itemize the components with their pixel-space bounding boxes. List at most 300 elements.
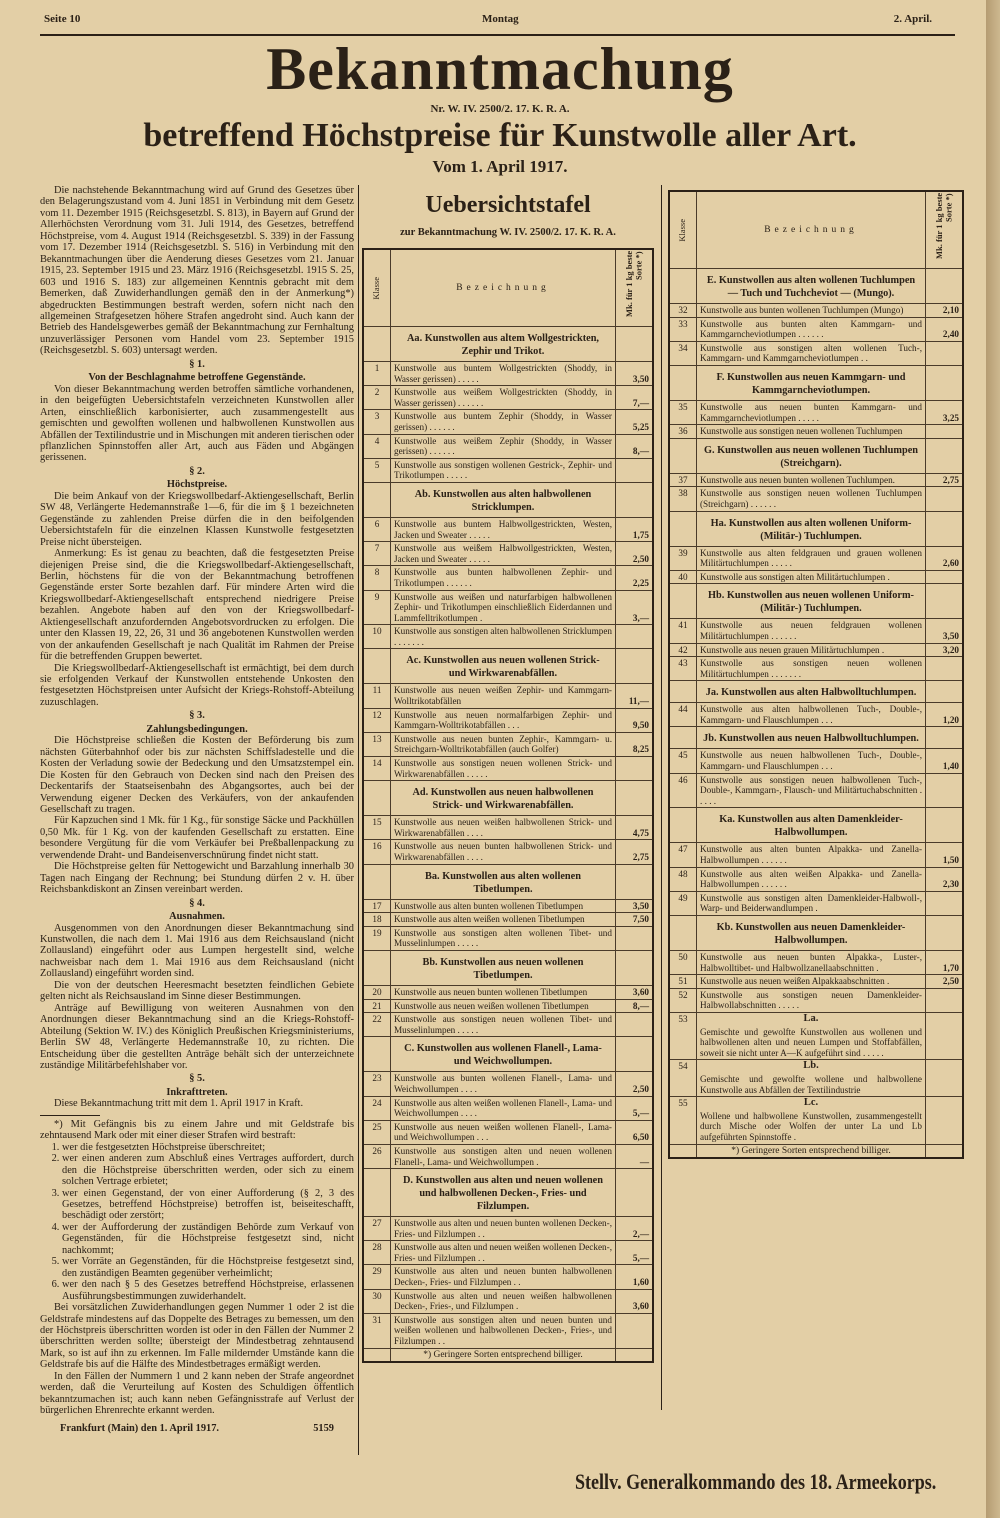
description: Kunstwolle aus weißem Wollgestrickten (Shoddy, in Wasser gerissen) . . . . . .	[394, 387, 612, 408]
class-number: 30	[363, 1289, 391, 1313]
empty-cell	[926, 365, 964, 400]
description: Kunstwolle aus alten weißen wollenen Flanell-, Lama- und Weichwollumpen . . . .	[394, 1097, 612, 1119]
class-number: 45	[669, 749, 697, 773]
description-cell	[391, 517, 616, 541]
description-cell	[697, 988, 926, 1012]
description-cell	[697, 425, 926, 439]
price: 9,50	[616, 708, 654, 732]
section-4-number: § 4.	[189, 897, 205, 909]
table-row	[363, 1096, 653, 1120]
empty-cell	[926, 269, 964, 304]
class-number: 32	[669, 304, 697, 318]
empty-cell	[926, 584, 964, 619]
description-cell	[391, 1241, 616, 1265]
price-table-classes-32-55	[668, 190, 964, 1159]
paragraph: Für Kapzuchen sind 1 Mk. für 1 Kg., für sonstige Säcke und Packhüllen 0,50 Mk. für 1 Kg. von der kaufenden Gesellschaft zu erstatten. Eine besondere Vergütung für die vom Verkäufer bei Preßballenpackung zu verwendende Draht- und Bandeisenverschnürung findet nicht statt.	[40, 815, 354, 861]
description: Kunstwolle aus neuen bunten Alpakka-, Luster-, Halbwolltibet- und Halbwollzanellaabschnitten .	[700, 952, 922, 973]
class-number: 26	[363, 1144, 391, 1168]
description: Kunstwolle aus alten und neuen weißen wollenen Decken-, Fries- und Filzlumpen . .	[394, 1242, 612, 1263]
section-heading: Bb. Kunstwollen aus neuen wollenen Tibetlumpen.	[391, 950, 616, 985]
header-bezeichnung: Bezeichnung	[456, 282, 550, 293]
description: Kunstwolle aus alten bunten wollenen Tibetlumpen	[394, 900, 584, 911]
class-number: 8	[363, 566, 391, 590]
description: Kunstwolle aus weißen und naturfarbigen halbwollenen Zephir- und Trikotlumpen einschließlich Eiderdannen und Lammfelltrikotlumpen .	[394, 591, 612, 623]
description: Kunstwolle aus sonstigen alten Damenkleider-Halbwoll-, Warp- und Beiderwandlumpen .	[700, 892, 922, 914]
description: Wollene und halbwollene Kunstwollen, zusammengestellt durch Mische oder Wolfen der unter La und Lb aufgeführten Spinnstoffe .	[700, 1110, 922, 1142]
announcement-date: Vom 1. April 1917.	[432, 157, 568, 176]
class-number: 19	[363, 926, 391, 950]
empty-cell	[669, 808, 697, 843]
description: Kunstwolle aus buntem Zephir (Shoddy, in Wasser gerissen) . . . . . .	[394, 411, 612, 432]
price	[926, 425, 964, 439]
description: Gemischte und gewolfte Kunstwollen aus wollenen und halbwollenen alten und neuen Lumpen und Stoffabfällen, soweit sie nicht unter A—K aufgeführt sind . . . . .	[700, 1026, 922, 1058]
description-cell	[697, 703, 926, 727]
description-cell	[391, 1013, 616, 1037]
section-heading: Ha. Kunstwollen aus alten wollenen Uniform- (Militär-) Tuchlumpen.	[697, 511, 926, 546]
description-cell	[391, 1265, 616, 1289]
price: 2,75	[616, 840, 654, 864]
description: Gemischte und gewolfte wollene und halbwollene Kunstwolle aus Abfällen der Textilindustrie	[700, 1073, 922, 1095]
running-head	[42, 8, 932, 34]
description-cell	[391, 1313, 616, 1348]
class-number: 6	[363, 517, 391, 541]
paragraph: Bei vorsätzlichen Zuwiderhandlungen gegen Nummer 1 oder 2 ist die Geldstrafe mindestens auf das Doppelte des Betrages zu bemessen, um den der Höchstpreis überschritten worden ist oder in den Fällen der Nummer 2 überschritten werden sollte; übersteigt der Mindestbetrag zehntausend Mark, so ist auf ihn zu erkennen. Im Falle mildernder Umstände kann die Geldstrafe bis auf die Hälfte des Mindestbetrages ermäßigt werden.	[40, 1302, 354, 1371]
section-3-number: § 3.	[189, 710, 205, 722]
group-heading: Lc.	[803, 1097, 819, 1109]
description: Kunstwolle aus neuen bunten wollenen Tibetlumpen	[394, 986, 588, 997]
description: Kunstwolle aus neuen feldgrauen wollenen Militärtuchlumpen . . . . . .	[700, 620, 922, 641]
description-cell	[697, 1012, 926, 1059]
table-row	[669, 988, 963, 1012]
class-number: 10	[363, 625, 391, 649]
section-row	[363, 482, 653, 517]
price	[926, 487, 964, 511]
section-row	[669, 808, 963, 843]
description: Kunstwolle aus sonstigen neuen wollenen Tibet- und Musselinlumpen . . . . .	[394, 1014, 612, 1035]
header-bezeichnung-cell	[391, 249, 616, 327]
reference-code: 5159	[313, 1422, 334, 1434]
description-cell	[391, 840, 616, 864]
description-cell	[391, 985, 616, 999]
price	[926, 773, 964, 808]
adjacent-page-edge	[986, 0, 1000, 1518]
section-row	[669, 511, 963, 546]
description-cell	[391, 625, 616, 649]
table-row	[363, 590, 653, 625]
description-cell	[391, 542, 616, 566]
empty-cell	[363, 1169, 391, 1217]
table-row	[363, 362, 653, 386]
price: 3,50	[926, 619, 964, 643]
price	[926, 570, 964, 584]
table-row	[363, 625, 653, 649]
empty-cell	[669, 511, 697, 546]
class-number: 4	[363, 434, 391, 458]
table-row	[669, 1060, 963, 1097]
price	[616, 926, 654, 950]
description: Kunstwolle aus alten und neuen bunten wollenen Decken-, Fries- und Filzlumpen . .	[394, 1218, 612, 1239]
description: Kunstwolle aus buntem Wollgestrickten (Shoddy, in Wasser gerissen) . . . . .	[394, 363, 612, 384]
table-row	[363, 458, 653, 482]
class-number: 13	[363, 732, 391, 756]
class-number: 31	[363, 1313, 391, 1348]
class-number: 52	[669, 988, 697, 1012]
section-row	[363, 864, 653, 899]
table-row	[669, 400, 963, 424]
table-row	[669, 619, 963, 643]
table-header-row	[363, 249, 653, 327]
section-heading: Ba. Kunstwollen aus alten wollenen Tibetlumpen.	[391, 864, 616, 899]
class-number: 54	[669, 1060, 697, 1097]
empty-cell	[616, 649, 654, 684]
footnote-intro: *) Mit Gefängnis bis zu einem Jahre und mit Geldstrafe bis zehntausend Mark oder mit einer dieser Strafen wird bestraft:	[40, 1118, 354, 1142]
class-number: 53	[669, 1012, 697, 1059]
price: 3,20	[926, 643, 964, 657]
table-row	[363, 386, 653, 410]
description-cell	[391, 999, 616, 1013]
class-number: 16	[363, 840, 391, 864]
empty-cell	[363, 950, 391, 985]
description: Kunstwolle aus neuen normalfarbigen Zephir- und Kammgarn-Wolltrikotabfällen . . .	[394, 709, 612, 731]
description-cell	[697, 341, 926, 365]
empty-cell	[669, 1144, 697, 1158]
header-klasse: Klasse	[371, 276, 382, 300]
empty-cell	[669, 727, 697, 749]
section-4-title: Ausnahmen.	[169, 911, 225, 923]
section-row	[669, 269, 963, 304]
price: 3,50	[616, 362, 654, 386]
description: Kunstwolle aus sonstigen alten und neuen bunten und weißen wollenen und halbwollenen Decken-, Fries-, und Filzlumpen . .	[394, 1314, 612, 1347]
table-footnote: *) Geringere Sorten entsprechend billiger.	[697, 1144, 926, 1158]
empty-cell	[363, 327, 391, 362]
description: Kunstwolle aus sonstigen alten wollenen Tuch-, Kammgarn- und Kammgarncheviotlumpen . .	[700, 342, 922, 364]
section-heading: Aa. Kunstwollen aus altem Wollgestrickten, Zephir und Trikot.	[391, 327, 616, 362]
price: 3,60	[616, 985, 654, 999]
table-footnote-row	[363, 1348, 653, 1362]
empty-cell	[363, 864, 391, 899]
description-cell	[391, 386, 616, 410]
paragraph: Die beim Ankauf von der Kriegswollbedarf-Aktiengesellschaft, Berlin SW 48, Verlängerte Hedemannstraße 1—6, für die im § 1 bezeichneten Gegenstände zu zahlenden Preise dürfen die in den beifolgenden Uebersichtstafeln für die einzelnen Klassen Kunstwolle festgesetzten Preise nicht übersteigen.	[40, 490, 354, 548]
price-table-classes-1-31	[362, 248, 654, 1363]
table-row	[363, 840, 653, 864]
class-number: 47	[669, 843, 697, 867]
description-cell	[391, 1072, 616, 1096]
table-footnote-row	[669, 1144, 963, 1158]
table-row	[363, 517, 653, 541]
description-cell	[391, 732, 616, 756]
table-row	[363, 434, 653, 458]
description: Kunstwolle aus neuen bunten Zephir-, Kammgarn- u. Streichgarn-Wolltrikotabfällen (auch Golfer)	[394, 733, 612, 755]
empty-cell	[616, 864, 654, 899]
page-title: Bekanntmachung	[266, 36, 734, 102]
section-5-title: Inkrafttreten.	[166, 1086, 228, 1098]
price	[616, 625, 654, 649]
class-number: 29	[363, 1265, 391, 1289]
section-heading: D. Kunstwollen aus alten und neuen wollenen und halbwollenen Decken-, Fries- und Filzlumpen.	[391, 1169, 616, 1217]
paragraph: Die von der deutschen Heeresmacht besetzten feindlichen Gebiete gelten nicht als Reichsausland im Sinne dieser Bestimmungen.	[40, 979, 354, 1003]
table-row	[669, 473, 963, 487]
price: —	[616, 1144, 654, 1168]
class-number: 41	[669, 619, 697, 643]
description: Kunstwolle aus neuen bunten halbwollenen Strick- und Wirkwarenabfällen . . . .	[394, 841, 612, 862]
table-row	[669, 867, 963, 891]
description: Kunstwolle aus neuen weißen Alpakkaabschnitten .	[700, 976, 890, 987]
empty-cell	[669, 269, 697, 304]
table-row	[669, 317, 963, 341]
table-row	[363, 1289, 653, 1313]
price: 1,20	[926, 703, 964, 727]
table-row	[363, 1217, 653, 1241]
header-bezeichnung-cell	[697, 191, 926, 269]
class-number: 34	[669, 341, 697, 365]
section-row	[363, 327, 653, 362]
description: Kunstwolle aus sonstigen neuen Damenkleider-Halbwollabschnitten . . . . .	[700, 989, 922, 1011]
empty-cell	[363, 1348, 391, 1362]
table-row	[669, 341, 963, 365]
table-row	[363, 1265, 653, 1289]
description: Kunstwolle aus neuen weißen Zephir- und Kammgarn-Wolltrikotabfällen	[394, 685, 612, 707]
price	[616, 1013, 654, 1037]
empty-cell	[669, 916, 697, 951]
description: Kunstwolle aus alten feldgrauen und grauen wollenen Militärtuchlumpen . . . . .	[700, 547, 922, 569]
table-row	[669, 773, 963, 808]
section-heading: Ab. Kunstwollen aus alten halbwollenen Stricklumpen.	[391, 482, 616, 517]
price: 4,75	[616, 816, 654, 840]
table-row	[363, 708, 653, 732]
price: 2,10	[926, 304, 964, 318]
description-cell	[697, 975, 926, 989]
column-divider	[358, 185, 359, 1455]
price: 1,75	[616, 517, 654, 541]
description-cell	[697, 546, 926, 570]
section-3-title: Zahlungsbedingungen.	[146, 723, 248, 735]
description-cell	[697, 570, 926, 584]
table-row	[669, 843, 963, 867]
price	[926, 1012, 964, 1059]
description: Kunstwolle aus sonstigen neuen wollenen Tuchlumpen	[700, 426, 903, 437]
class-number: 7	[363, 542, 391, 566]
paragraph: Anträge auf Bewilligung von weiteren Ausnahmen von den Anordnungen dieser Bekanntmachung sind an die Kriegs-Rohstoff-Abteilung (Sektion W. IV.) des Königlich Preußischen Kriegsministeriums, Berlin SW 48, Verlängerte Hedemannstraße 10, zu richten. Die Entscheidung über die gestellten Anträge behält sich der unterzeichnete zuständige Militärbefehlshaber vor.	[40, 1002, 354, 1071]
table-row	[363, 410, 653, 434]
paragraph: Die Höchstpreise gelten für Nettogewicht und Barzahlung innerhalb 30 Tagen nach Eingang der Rechnung; bei Stundung dürfen 2 v. H. über Reichsbankdiskont an Zinsen vereinbart werden.	[40, 861, 354, 896]
header-price: Mk. für 1 kg beste Sorte *)	[623, 251, 643, 318]
class-number: 46	[669, 773, 697, 808]
description: Kunstwolle aus alten weißen Alpakka- und Zanella-Halbwollumpen . . . . . .	[700, 868, 922, 890]
section-1-title: Von der Beschlagnahme betroffene Gegenstände.	[88, 372, 306, 384]
description: Kunstwolle aus sonstigen alten Militärtuchlumpen .	[700, 571, 890, 582]
issue-date: 2. April.	[893, 13, 932, 25]
section-row	[363, 1169, 653, 1217]
price: 6,50	[616, 1120, 654, 1144]
description-cell	[391, 410, 616, 434]
section-row	[669, 681, 963, 703]
description-cell	[697, 317, 926, 341]
empty-cell	[926, 916, 964, 951]
class-number: 9	[363, 590, 391, 625]
table-row	[669, 703, 963, 727]
description-cell	[391, 590, 616, 625]
price	[926, 341, 964, 365]
description-cell	[697, 619, 926, 643]
table-row	[363, 816, 653, 840]
price: 7,50	[616, 913, 654, 927]
price: 8,—	[616, 434, 654, 458]
description-cell	[391, 926, 616, 950]
description: Kunstwolle aus alten und neuen weißen halbwollenen Decken-, Fries-, und Filzlumpen .	[394, 1290, 612, 1312]
section-heading: Ad. Kunstwollen aus neuen halbwollenen Strick- und Wirkwarenabfällen.	[391, 781, 616, 816]
table-footnote: *) Geringere Sorten entsprechend billiger.	[391, 1348, 616, 1362]
table-row	[363, 566, 653, 590]
price: 5,—	[616, 1241, 654, 1265]
table-row	[669, 487, 963, 511]
list-item: 3. wer einen Gegenstand, der von einer Aufforderung (§ 2, 3 des Gesetzes, betreffend Höchstpreise) betroffen ist, beiseiteschafft, beschädigt oder zerstört;	[62, 1188, 354, 1222]
description: Kunstwolle aus sonstigen alten und neuen wollenen Flanell-, Lama- und Weichwollumpen .	[394, 1145, 612, 1167]
empty-cell	[616, 1037, 654, 1072]
price: 7,—	[616, 386, 654, 410]
description: Kunstwolle aus sonstigen neuen wollenen Tuchlumpen (Streichgarn) . . . . . .	[700, 488, 922, 509]
header-price-cell	[616, 249, 654, 327]
table-row	[363, 1120, 653, 1144]
description: Kunstwolle aus neuen weißen wollenen Tibetlumpen	[394, 1000, 589, 1011]
section-heading: Kb. Kunstwollen aus neuen Damenkleider-Halbwollumpen.	[697, 916, 926, 951]
price: 2,50	[616, 1072, 654, 1096]
paragraph: Die Höchstpreise schließen die Kosten der Beförderung bis zum nächsten Güterbahnhof oder bis zur nächsten Schiffsladestelle und die Kosten der Verladung sowie der Bedeckung und den Umsatzstempel ein. Die Kosten für den Gebrauch von Decken sind nach den Preisen des Deckentarifs der Staatseisenbahn des Abgangsortes, auch bei der Verwendung eigener Decken des Verkäufers, von der ankaufenden Gesellschaft zu tragen.	[40, 735, 354, 816]
class-number: 33	[669, 317, 697, 341]
description: Kunstwolle aus bunten wollenen Tuchlumpen (Mungo)	[700, 305, 904, 315]
description-cell	[391, 1289, 616, 1313]
description: Kunstwolle aus sonstigen wollenen Gestrick-, Zephir- und Trikotlumpen . . . . .	[394, 459, 612, 481]
class-number: 3	[363, 410, 391, 434]
price: 2,60	[926, 546, 964, 570]
price	[926, 988, 964, 1012]
table-row	[363, 926, 653, 950]
section-heading: Ja. Kunstwollen aus alten Halbwolltuchlumpen.	[697, 681, 926, 703]
class-number: 43	[669, 657, 697, 681]
description-cell	[391, 1144, 616, 1168]
empty-cell	[926, 511, 964, 546]
price: 8,—	[616, 999, 654, 1013]
price	[616, 757, 654, 781]
intro-paragraph: Die nachstehende Bekanntmachung wird auf Grund des Gesetzes über den Belagerungszustand vom 4. Juni 1851 in Verbindung mit dem Gesetz vom 11. Dezember 1915 (Reichsgesetzbl. S. 813), in Bayern auf Grund der Allerhöchsten Verordnung vom 31. Juli 1914, des Gesetzes, betreffend Höchstpreise, vom 4. August 1914 (Reichsgesetzbl. S. 339) in der Fassung vom 17. Dezember 1914 (Reichsgesetzbl. S. 516) in Verbindung mit den Bekanntmachungen über die Aenderung dieses Gesetzes vom 21. Januar 1915, 23. September 1915 und 23. März 1916 (Reichsgesetzbl. 1915 S. 25, 603 und 1916 S. 183) zur allgemeinen Kenntnis gebracht mit dem Bemerken, daß Zuwiderhandlungen gemäß den in der Anmerkung*) abgedruckten Bestimmungen bestraft werden, sofern nicht nach den allgemeinen Strafgesetzen höhere Strafen angedroht sind. Auch kann der Betrieb des Handelsgewerbes gemäß der Bekanntmachung zur Fernhaltung unzuverlässiger Personen vom Handel vom 23. September 1915 (Reichsgesetzbl. S. 603) untersagt werden.	[40, 185, 354, 357]
table-row	[363, 732, 653, 756]
description-cell	[697, 1060, 926, 1097]
empty-cell	[616, 781, 654, 816]
empty-cell	[616, 1169, 654, 1217]
price: 2,50	[926, 975, 964, 989]
price: 1,60	[616, 1265, 654, 1289]
class-number: 39	[669, 546, 697, 570]
class-number: 21	[363, 999, 391, 1013]
class-number: 27	[363, 1217, 391, 1241]
empty-cell	[926, 681, 964, 703]
group-heading: Lb.	[803, 1060, 819, 1072]
class-number: 51	[669, 975, 697, 989]
table-subtitle: zur Bekanntmachung W. IV. 2500/2. 17. K. R. A.	[400, 227, 616, 238]
price	[926, 891, 964, 915]
table-row	[363, 985, 653, 999]
header-klasse: Klasse	[677, 218, 688, 242]
class-number: 15	[363, 816, 391, 840]
reference-number: Nr. W. IV. 2500/2. 17. K. R. A.	[430, 103, 570, 115]
description-cell	[391, 1096, 616, 1120]
section-heading: Hb. Kunstwollen aus neuen wollenen Uniform- (Militär-) Tuchlumpen.	[697, 584, 926, 619]
class-number: 38	[669, 487, 697, 511]
announcement-text-column	[40, 185, 354, 1434]
price	[926, 1097, 964, 1144]
empty-cell	[363, 1037, 391, 1072]
empty-cell	[669, 681, 697, 703]
empty-cell	[363, 781, 391, 816]
class-number: 12	[363, 708, 391, 732]
empty-cell	[616, 482, 654, 517]
description-cell	[697, 951, 926, 975]
price: 3,60	[616, 1289, 654, 1313]
description: Kunstwolle aus weißem Zephir (Shoddy, in Wasser gerissen) . . . . . .	[394, 435, 612, 457]
empty-cell	[926, 808, 964, 843]
table-row	[669, 1097, 963, 1144]
header-price-cell	[926, 191, 964, 269]
description-cell	[697, 891, 926, 915]
class-number: 28	[363, 1241, 391, 1265]
section-row	[669, 727, 963, 749]
table-row	[669, 570, 963, 584]
price: 2,75	[926, 473, 964, 487]
class-number: 49	[669, 891, 697, 915]
paragraph: Diese Bekanntmachung tritt mit dem 1. April 1917 in Kraft.	[54, 1098, 304, 1110]
description-cell	[697, 749, 926, 773]
description: Kunstwolle aus alten und neuen bunten halbwollenen Decken-, Fries- und Filzlumpen . .	[394, 1266, 612, 1288]
table-row	[669, 951, 963, 975]
price: 3,25	[926, 400, 964, 424]
section-2-number: § 2.	[189, 465, 205, 477]
description: Kunstwolle aus neuen weißen wollenen Flanell-, Lama- und Weichwollumpen . . .	[394, 1121, 612, 1143]
section-row	[669, 916, 963, 951]
price: 2,30	[926, 867, 964, 891]
description-cell	[697, 304, 926, 318]
price: 2,—	[616, 1217, 654, 1241]
description: Kunstwolle aus sonstigen alten wollenen Tibet- und Musselinlumpen . . . . .	[394, 927, 612, 949]
description-cell	[697, 473, 926, 487]
paragraph: Ausgenommen von den Anordnungen dieser Bekanntmachung sind Kunstwollen, die nach dem 1. Mai 1916 aus dem Reichsausland (nicht Zollausland) eingeführt oder aus Lumpen hergestellt sind, welche nachweisbar nach dem 1. Mai 1916 aus dem Reichsausland (nicht Zollausland) eingeführt worden sind.	[40, 922, 354, 980]
list-item: 1. wer die festgesetzten Höchstpreise überschreitet;	[62, 1142, 354, 1153]
empty-cell	[926, 727, 964, 749]
description-cell	[391, 434, 616, 458]
description-cell	[391, 362, 616, 386]
class-number: 23	[363, 1072, 391, 1096]
description: Kunstwolle aus buntem Halbwollgestrickten, Westen, Jacken und Sweater . . . . .	[394, 518, 612, 540]
description-cell	[391, 757, 616, 781]
empty-cell	[616, 1348, 654, 1362]
table-row	[669, 425, 963, 439]
list-item: 4. wer der Aufforderung der zuständigen Behörde zum Verkauf von Gegenständen, für die Höchstpreise festgesetzt sind, nicht nachkommt;	[62, 1222, 354, 1256]
class-number: 42	[669, 643, 697, 657]
description: Kunstwolle aus alten bunten Alpakka- und Zanella-Halbwollumpen . . . . . .	[700, 844, 922, 866]
class-number: 18	[363, 913, 391, 927]
price	[616, 1313, 654, 1348]
table-row	[669, 546, 963, 570]
price: 8,25	[616, 732, 654, 756]
table-row	[363, 1072, 653, 1096]
description-cell	[391, 708, 616, 732]
place-date-line	[40, 1423, 354, 1434]
section-row	[363, 781, 653, 816]
class-number: 14	[363, 757, 391, 781]
list-item: 5. wer Vorräte an Gegenständen, für die Höchstpreise festgesetzt sind, den zuständigen Beamten gegenüber verheimlicht;	[62, 1256, 354, 1279]
paragraph: Von dieser Bekanntmachung werden betroffen sämtliche vorhandenen, in den beigefügten Uebersichtstafeln verzeichneten Kunstwollen aller Arten, einschließlich karbonisierter, auch zusammengestellt aus gemischten und gewolften wollenen und halbwollenen Kunstwollen aus Abfällen der Textilindustrie und in Mischungen mit anderen tierischen oder pflanzlichen Spinnstoffen aller Art, auch aus Fäden und Abgängen gerissenen.	[40, 383, 354, 464]
description: Kunstwolle aus sonstigen alten halbwollenen Stricklumpen . . . . . . .	[394, 626, 612, 647]
description-cell	[697, 487, 926, 511]
table-row	[363, 1013, 653, 1037]
